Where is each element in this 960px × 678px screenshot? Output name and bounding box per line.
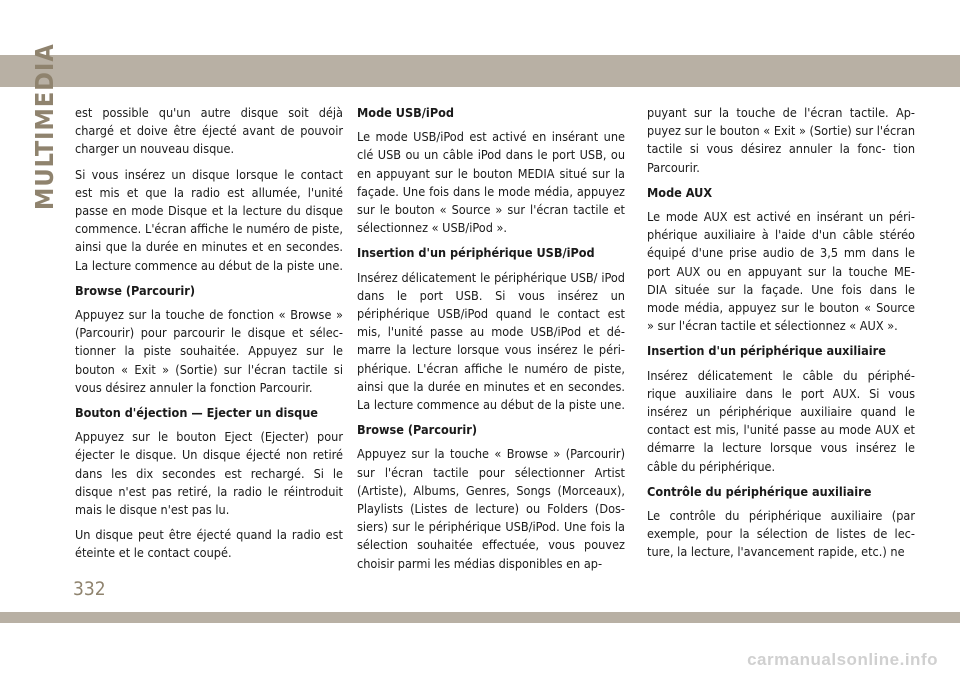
paragraph: Appuyez sur le bouton Eject (Ejecter) pour éjecter le disque. Un disque éjecté non retiré dans les dix secondes est rechargé. Si le disque n'est pas retiré, la radio le réintroduit mais le disque n'est pas lu. [75,429,343,518]
paragraph: Insérez délicatement le câble du périphé- rique auxiliaire dans le port AUX. Si vous insérez un périphérique auxiliaire quand le contact est mis, l'unité passe au mode AUX et démarre la lecture lorsque vous insérez le câble du périphérique. [647,367,915,474]
section-heading: Bouton d'éjection — Ejecter un disque [75,405,318,421]
footer-band [0,612,960,623]
section-heading: Browse (Parcourir) [357,422,478,438]
paragraph: Appuyez sur la touche de fonction « Browse » (Parcourir) pour parcourir le disque et sélec- tionner la piste souhaitée. Appuyez sur le bouton « Exit » (Sortie) sur l'écran tactile si vous désirez annuler la fonction Parcourir. [75,307,343,395]
paragraph: est possible qu'un autre disque soit déjà chargé et doive être éjecté avant de pouvoir charger un nouveau disque. [75,105,343,157]
paragraph: Insérez délicatement le périphérique USB/ iPod dans le port USB. Si vous insérez un périphérique USB/iPod quand le contact est mis, l'unité passe au mode USB/iPod et dé- marre la lecture lorsque vous insérez le péri- phérique. L'écran affiche le numéro de piste, ainsi que la durée en minutes et en secondes. La lecture commence au début de la piste une. [357,269,625,413]
text-column-2 [357,104,625,580]
paragraph: Appuyez sur la touche « Browse » (Parcourir) sur l'écran tactile pour sélectionner Artist (Artiste), Albums, Genres, Songs (Morceaux), Playlists (Listes de lecture) ou Folders (Dos- siers) sur le périphérique USB/iPod. Une fois la sélection souhaitée effectuée, vous pouvez choisir parmi les médias disponibles en ap- [357,446,625,571]
paragraph: Le mode USB/iPod est activé en insérant une clé USB ou un câble iPod dans le port USB, ou en appuyant sur le bouton MEDIA situé sur la façade. Une fois dans le mode média, appuyez sur le bouton « Source » sur l'écran tactile et sélectionnez « USB/iPod ». [357,129,625,236]
section-heading: Insertion d'un périphérique auxiliaire [647,343,886,359]
text-column-3 [647,104,915,569]
section-heading: Contrôle du périphérique auxiliaire [647,483,872,499]
text-column-1 [75,104,343,570]
paragraph: Le contrôle du périphérique auxiliaire (par exemple, pour la sélection de listes de lec- ture, la lecture, l'avancement rapide, etc.) ne [647,508,915,560]
paragraph: Un disque peut être éjecté quand la radio est éteinte et le contact coupé. [75,527,343,561]
paragraph: puyant sur la touche de l'écran tactile. Ap- puyez sur le bouton « Exit » (Sortie) sur l'écran tactile si vous désirez annuler la fonc- tion Parcourir. [647,105,915,175]
paragraph: Le mode AUX est activé en insérant un péri- phérique auxiliaire à l'aide d'un câble stéréo équipé d'une prise audio de 3,5 mm dans le port AUX ou en appuyant sur la touche ME- DIA située sur la façade. Une fois dans le mode média, appuyez sur le bouton « Source » sur l'écran tactile et sélectionnez « AUX ». [647,209,915,334]
section-label: MULTIMEDIA [30,43,59,210]
header-band [0,55,960,87]
paragraph: Si vous insérez un disque lorsque le contact est mis et que la radio est allumée, l'unité passe en mode Disque et la lecture du disque commence. L'écran affiche le numéro de piste, ainsi que la durée en minutes et en secondes. La lecture commence au début de la piste une. [75,166,343,273]
section-heading: Insertion d'un périphérique USB/iPod [357,245,595,261]
section-heading: Browse (Parcourir) [75,282,196,298]
section-heading: Mode AUX [647,184,713,200]
section-heading: Mode USB/iPod [357,105,455,120]
watermark: carmanualsonline.info [747,650,938,669]
page-number: 332 [73,578,106,600]
